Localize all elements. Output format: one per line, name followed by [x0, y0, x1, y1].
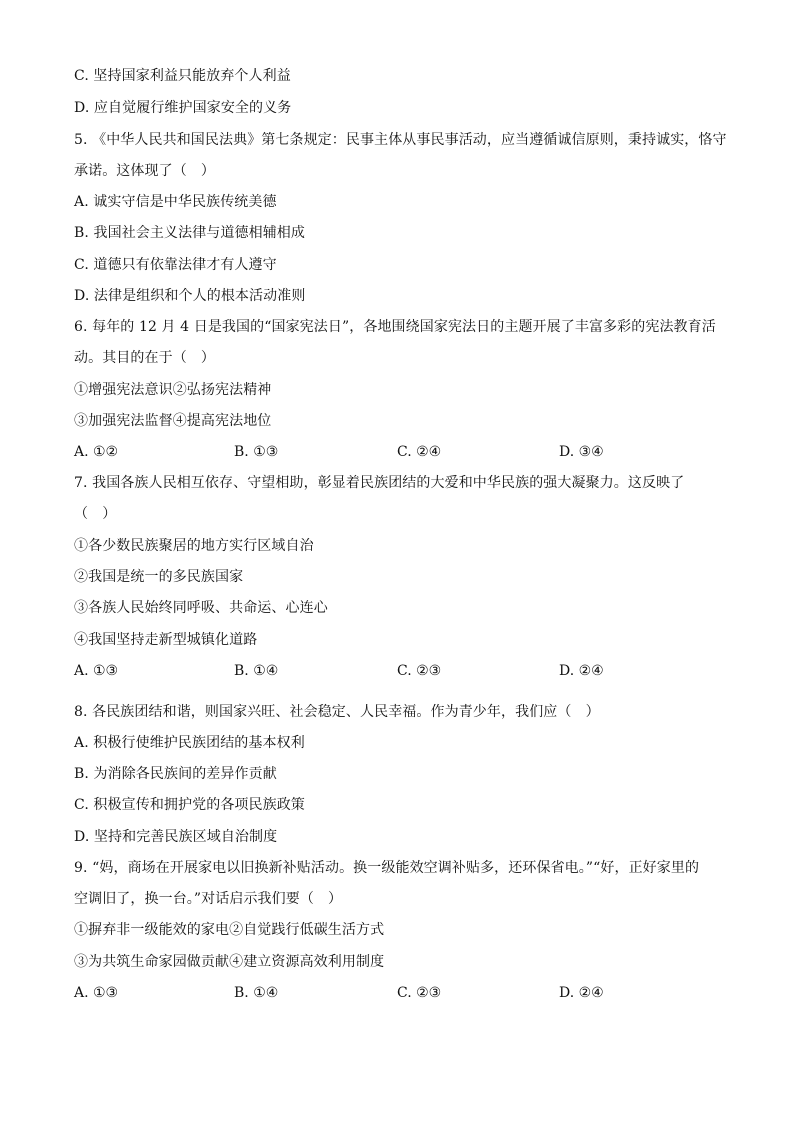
q8-stem: 8. 各民族团结和谐，则国家兴旺、社会稳定、人民幸福。作为青少年，我们应（ ） [74, 704, 600, 720]
q6-statements-2: ③加强宪法监督④提高宪法地位 [74, 413, 272, 429]
q9-choice-b: B. ①④ [234, 985, 279, 1001]
q6-stem-line1: 6. 每年的 12 月 4 日是我国的“国家宪法日”，各地围绕国家宪法日的主题开展了丰富多彩的宪法教育活 [74, 319, 716, 335]
q8-option-d: D. 坚持和完善民族区域自治制度 [74, 829, 278, 845]
q7-stem-line2: （ ） [74, 506, 117, 522]
q7-choice-c: C. ②③ [397, 663, 442, 679]
q7-statement-4: ④我国坚持走新型城镇化道路 [74, 632, 258, 648]
q7-statement-2: ②我国是统一的多民族国家 [74, 569, 244, 585]
q6-stem-line2: 动。其目的在于（ ） [74, 350, 215, 366]
q5-option-b: B. 我国社会主义法律与道德相辅相成 [74, 225, 305, 241]
q8-option-c: C. 积极宣传和拥护党的各项民族政策 [74, 797, 305, 813]
q4-option-c: C. 坚持国家利益只能放弃个人利益 [74, 68, 291, 84]
q8-option-a: A. 积极行使维护民族团结的基本权利 [74, 735, 305, 751]
q9-choice-c: C. ②③ [397, 985, 442, 1001]
q7-choice-d: D. ②④ [559, 663, 604, 679]
q9-statements-1: ①摒弃非一级能效的家电②自觉践行低碳生活方式 [74, 922, 385, 938]
q7-stem-line1: 7. 我国各族人民相互依存、守望相助，彰显着民族团结的大爱和中华民族的强大凝聚力。这反映了 [74, 475, 685, 491]
q7-statement-3: ③各族人民始终同呼吸、共命运、心连心 [74, 600, 328, 616]
q7-choice-b: B. ①④ [234, 663, 279, 679]
q6-choice-b: B. ①③ [234, 444, 279, 460]
q5-option-c: C. 道德只有依靠法律才有人遵守 [74, 257, 277, 273]
q9-stem-line1: 9. “妈，商场在开展家电以旧换新补贴活动。换一级能效空调补贴多，还环保省电。”“好，正好家里的 [74, 860, 700, 876]
q5-option-a: A. 诚实守信是中华民族传统美德 [74, 194, 277, 210]
q9-choice-a: A. ①③ [74, 985, 119, 1001]
q6-choice-d: D. ③④ [559, 444, 604, 460]
q9-stem-line2: 空调旧了，换一台。”对话启示我们要（ ） [74, 891, 343, 907]
q9-statements-2: ③为共筑生命家园做贡献④建立资源高效利用制度 [74, 954, 385, 970]
q5-stem-line1: 5. 《中华人民共和国民法典》第七条规定：民事主体从事民事活动，应当遵循诚信原则，秉持诚实，恪守 [74, 132, 727, 148]
q5-stem-line2: 承诺。这体现了（ ） [74, 163, 215, 179]
q4-option-d: D. 应自觉履行维护国家安全的义务 [74, 100, 292, 116]
q5-option-d: D. 法律是组织和个人的根本活动准则 [74, 288, 306, 304]
q8-option-b: B. 为消除各民族间的差异作贡献 [74, 766, 277, 782]
q7-choice-a: A. ①③ [74, 663, 119, 679]
q9-choice-d: D. ②④ [559, 985, 604, 1001]
q6-choice-a: A. ①② [74, 444, 119, 460]
q7-statement-1: ①各少数民族聚居的地方实行区域自治 [74, 538, 314, 554]
q6-statements-1: ①增强宪法意识②弘扬宪法精神 [74, 382, 272, 398]
q6-choice-c: C. ②④ [397, 444, 442, 460]
